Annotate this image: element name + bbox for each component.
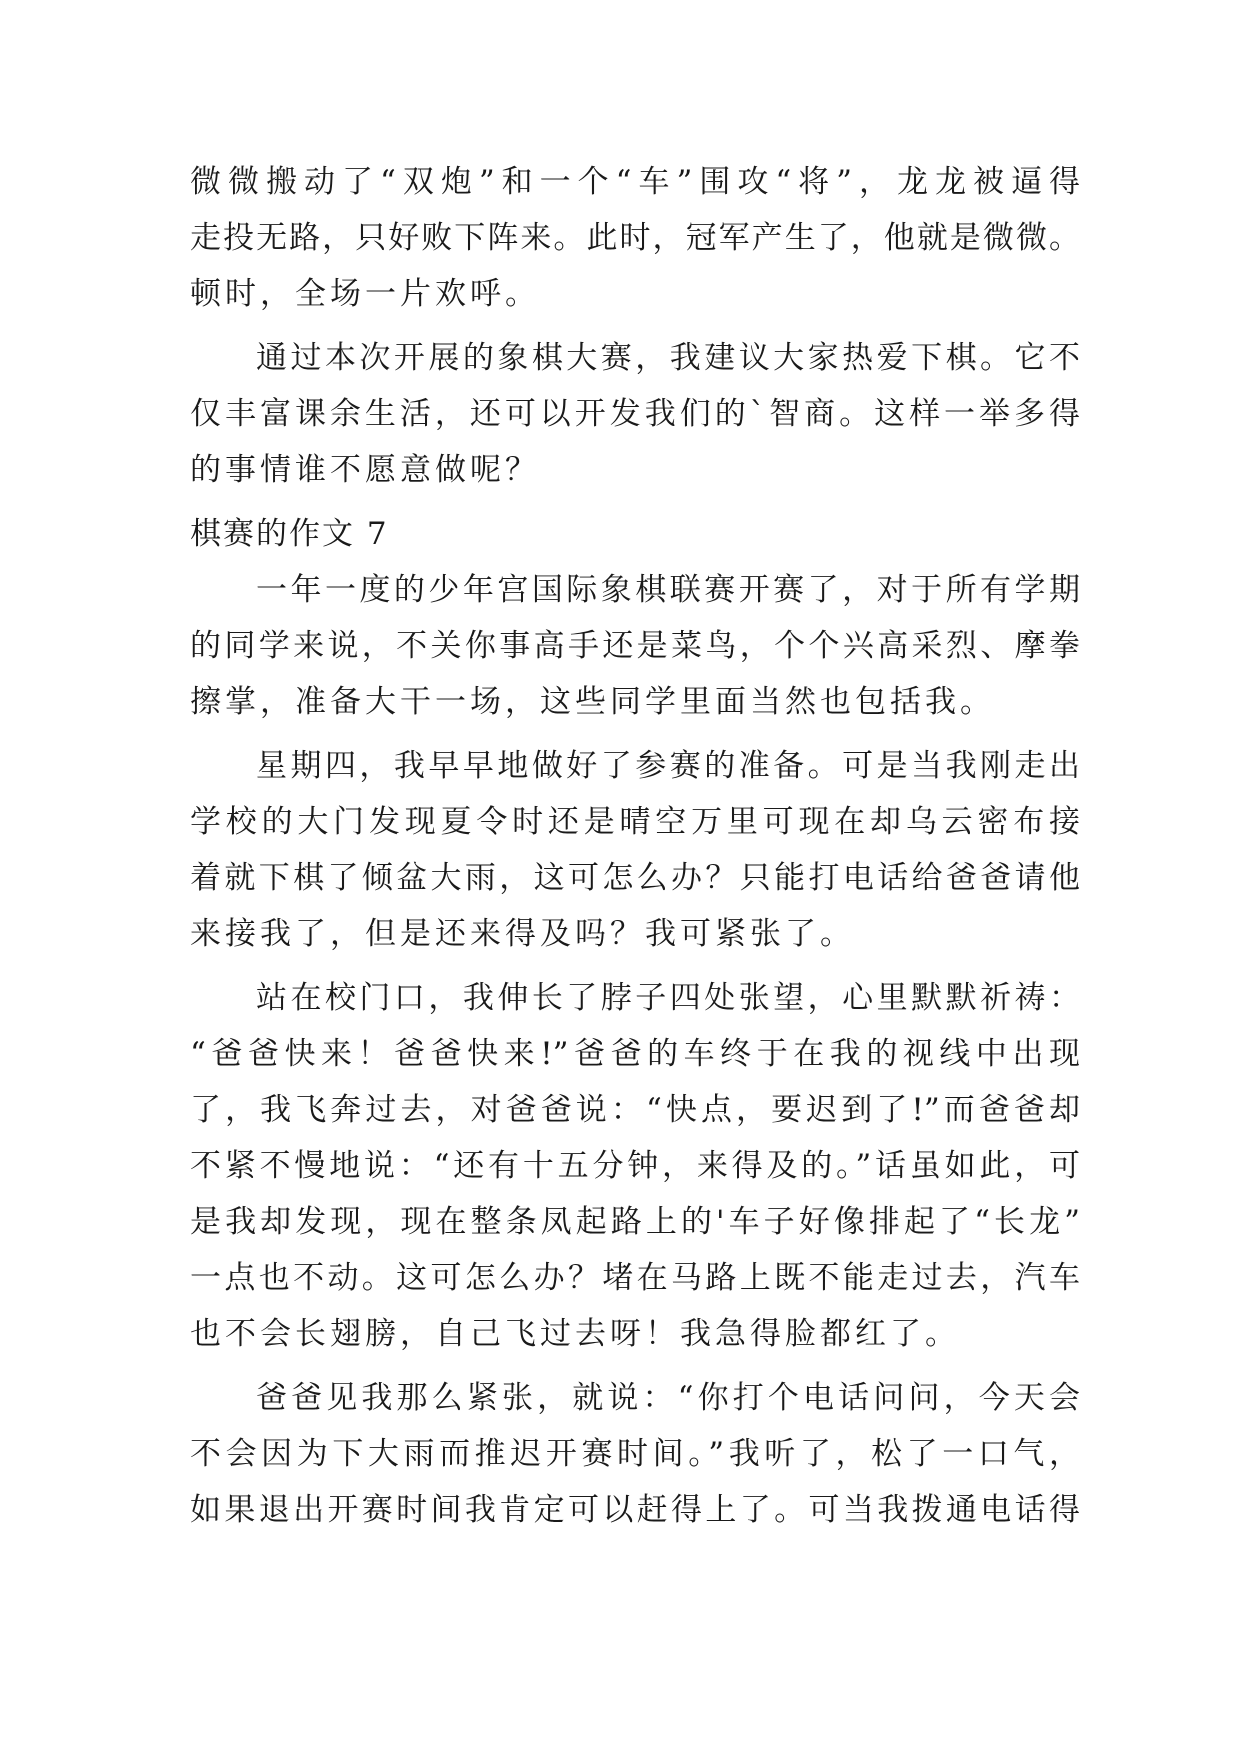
text-line: 擦掌，准备大干一场，这些同学里面当然也包括我。 xyxy=(190,684,995,720)
paragraph-first-line: 通过本次开展的象棋大赛，我建议大家热爱下棋。它不 xyxy=(256,340,1080,376)
section-heading: 棋赛的作文 7 xyxy=(190,516,389,552)
paragraph-first-line: 一年一度的少年宫国际象棋联赛开赛了，对于所有学期 xyxy=(256,572,1080,608)
text-line: 微微搬动了“双炮”和一个“车”围攻“将”，龙龙被逼得 xyxy=(190,164,1080,200)
paragraph-first-line: 站在校门口，我伸长了脖子四处张望，心里默默祈祷： xyxy=(256,980,1080,1016)
text-line: 也不会长翅膀，自己飞过去呀！我急得脸都红了。 xyxy=(190,1316,960,1352)
text-line: 仅丰富课余生活，还可以开发我们的`智商。这样一举多得 xyxy=(190,396,1080,432)
text-line: 是我却发现，现在整条凤起路上的'车子好像排起了“长龙” xyxy=(190,1204,1080,1240)
text-line: “爸爸快来！爸爸快来!”爸爸的车终于在我的视线中出现 xyxy=(190,1036,1080,1072)
text-line: 的事情谁不愿意做呢？ xyxy=(190,452,540,488)
text-line: 顿时，全场一片欢呼。 xyxy=(190,276,540,312)
paragraph-first-line: 星期四，我早早地做好了参赛的准备。可是当我刚走出 xyxy=(256,748,1080,784)
text-line: 不紧不慢地说：“还有十五分钟，来得及的。”话虽如此，可 xyxy=(190,1148,1080,1184)
text-line: 的同学来说，不关你事高手还是菜鸟，个个兴高采烈、摩拳 xyxy=(190,628,1080,664)
text-line: 了，我飞奔过去，对爸爸说：“快点，要迟到了!”而爸爸却 xyxy=(190,1092,1080,1128)
text-line: 学校的大门发现夏令时还是晴空万里可现在却乌云密布接 xyxy=(190,804,1080,840)
text-line: 不会因为下大雨而推迟开赛时间。”我听了，松了一口气， xyxy=(190,1436,1080,1472)
paragraph-first-line: 爸爸见我那么紧张，就说：“你打个电话问问，今天会 xyxy=(256,1380,1080,1416)
text-line: 着就下棋了倾盆大雨，这可怎么办？只能打电话给爸爸请他 xyxy=(190,860,1080,896)
text-line: 来接我了，但是还来得及吗？我可紧张了。 xyxy=(190,916,855,952)
text-line: 走投无路，只好败下阵来。此时，冠军产生了，他就是微微。 xyxy=(190,220,1080,256)
text-line: 如果退出开赛时间我肯定可以赶得上了。可当我拨通电话得 xyxy=(190,1492,1080,1528)
text-line: 一点也不动。这可怎么办？堵在马路上既不能走过去，汽车 xyxy=(190,1260,1080,1296)
